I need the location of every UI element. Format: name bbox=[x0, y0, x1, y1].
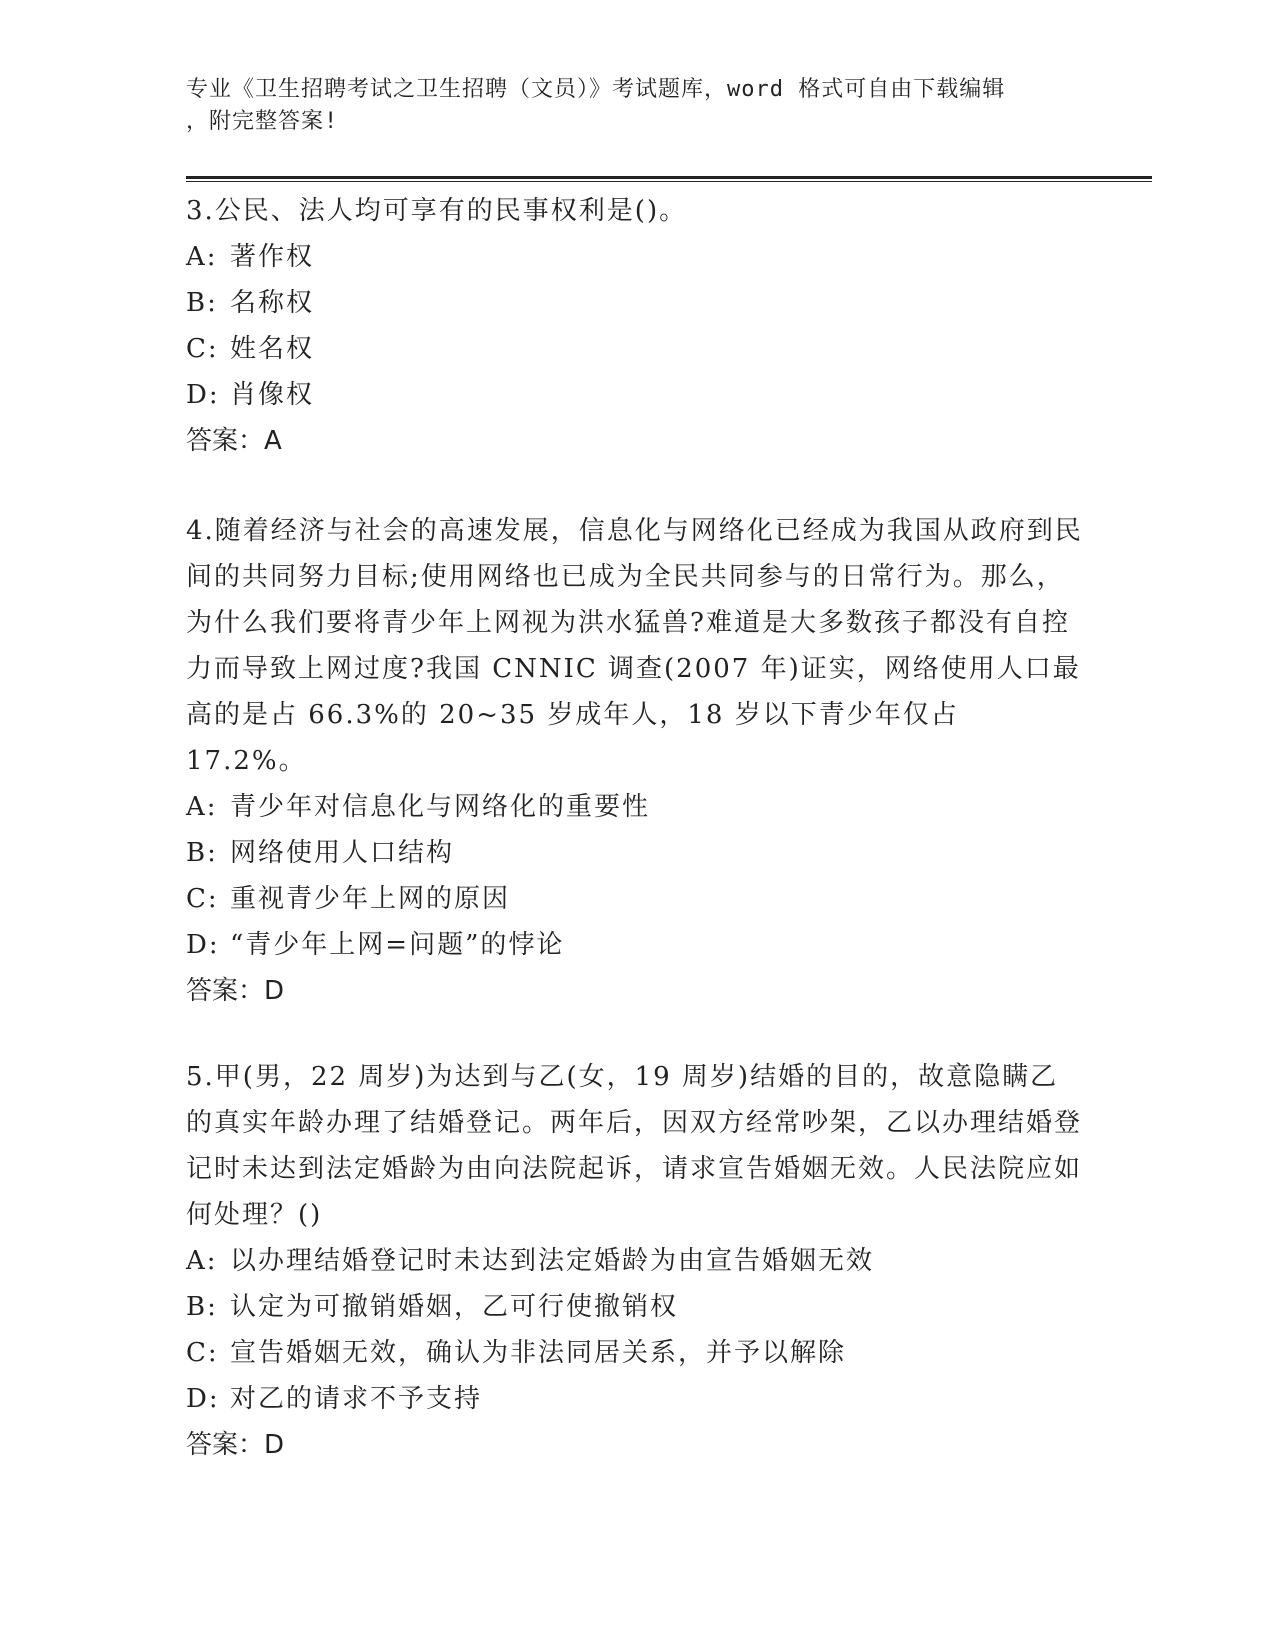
option-b bbox=[186, 1284, 1086, 1330]
answer-line: 答案：D bbox=[186, 976, 285, 1006]
option-c bbox=[186, 876, 1086, 922]
option-d bbox=[186, 922, 1086, 968]
option-letter: A: bbox=[186, 1246, 218, 1276]
option-text: 网络使用人口结构 bbox=[230, 838, 455, 868]
option-text: 宣告婚姻无效，确认为非法同居关系，并予以解除 bbox=[230, 1338, 847, 1368]
option-text: 重视青少年上网的原因 bbox=[230, 884, 511, 914]
question-stem: 5.甲(男，22 周岁)为达到与乙(女，19 周岁)结婚的目的，故意隐瞒乙的真实年龄办理了结婚登记。两年后，因双方经常吵架，乙以办理结婚登记时未达到法定婚龄为由向法院起诉，请求宣告婚姻无效。人民法院应如何处理？() bbox=[186, 1062, 1083, 1230]
option-text: 青少年对信息化与网络化的重要性 bbox=[230, 792, 651, 822]
option-letter: B: bbox=[186, 1292, 218, 1322]
question-4 bbox=[186, 508, 1086, 1014]
header-divider-thin bbox=[186, 181, 1152, 182]
option-a bbox=[186, 1238, 1086, 1284]
option-letter: A: bbox=[186, 242, 218, 272]
question-stem: 4.随着经济与社会的高速发展，信息化与网络化已经成为我国从政府到民间的共同努力目标;使用网络也已成为全民共同参与的日常行为。那么，为什么我们要将青少年上网视为洪水猛兽?难道是大多数孩子都没有自控力而导致上网过度?我国 CNNIC 调查(2007 年)证实，网络使用人口最高的是占 66.3%的 20~35 岁成年人，18 岁以下青少年仅占 17.2%。 bbox=[186, 516, 1083, 776]
option-letter: B: bbox=[186, 838, 218, 868]
option-letter: C: bbox=[186, 334, 219, 364]
question-5 bbox=[186, 1054, 1086, 1468]
option-c bbox=[186, 1330, 1086, 1376]
document-header bbox=[186, 74, 1086, 138]
option-text: “青少年上网=问题”的悖论 bbox=[230, 930, 565, 960]
question-stem: 3.公民、法人均可享有的民事权利是()。 bbox=[186, 196, 688, 226]
option-b bbox=[186, 830, 1086, 876]
option-text: 著作权 bbox=[230, 242, 315, 272]
answer-line: 答案：D bbox=[186, 1430, 285, 1460]
option-a bbox=[186, 234, 1086, 280]
option-text: 对乙的请求不予支持 bbox=[230, 1384, 483, 1414]
option-letter: B: bbox=[186, 288, 218, 318]
option-d bbox=[186, 1376, 1086, 1422]
header-divider-thick bbox=[186, 176, 1152, 179]
option-letter: D: bbox=[186, 1384, 220, 1414]
answer-line: 答案：A bbox=[186, 426, 282, 456]
option-c bbox=[186, 326, 1086, 372]
header-line-1: 专业《卫生招聘考试之卫生招聘（文员）》考试题库，word 格式可自由下载编辑 bbox=[186, 77, 1006, 102]
option-letter: D: bbox=[186, 380, 220, 410]
option-b bbox=[186, 280, 1086, 326]
option-text: 认定为可撤销婚姻，乙可行使撤销权 bbox=[230, 1292, 679, 1322]
option-a bbox=[186, 784, 1086, 830]
option-letter: C: bbox=[186, 1338, 219, 1368]
header-line-2: ，附完整答案! bbox=[186, 109, 339, 134]
option-text: 名称权 bbox=[230, 288, 315, 318]
option-d bbox=[186, 372, 1086, 418]
option-letter: D: bbox=[186, 930, 220, 960]
option-text: 姓名权 bbox=[230, 334, 315, 364]
option-text: 肖像权 bbox=[230, 380, 315, 410]
option-letter: A: bbox=[186, 792, 218, 822]
question-3 bbox=[186, 188, 1086, 464]
option-text: 以办理结婚登记时未达到法定婚龄为由宣告婚姻无效 bbox=[230, 1246, 875, 1276]
option-letter: C: bbox=[186, 884, 219, 914]
